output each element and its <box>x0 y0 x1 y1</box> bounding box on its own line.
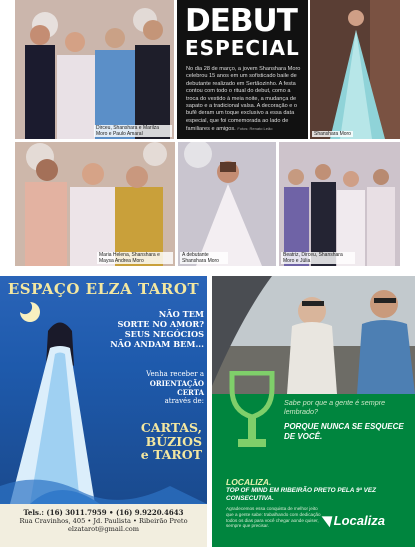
tarot-contact <box>0 504 207 547</box>
tarot-services <box>96 421 202 462</box>
photo-three-women-image <box>15 142 175 266</box>
photo-caption: Shanshara Moro <box>314 131 351 137</box>
photo-caption: A debutante Shanshara Moro <box>180 252 228 264</box>
tarot-address: Rua Cravinhos, 405 • Jd. Paulista • Ribeirão Preto <box>19 517 188 525</box>
article-title: DEBUT <box>185 3 297 39</box>
tarot-phones: Tels.: (16) 3011.7959 • (16) 9.9220.4643 <box>23 508 184 517</box>
photo-debutante-white <box>178 142 276 266</box>
localiza-headline: PORQUE NUNCA SE ESQUECE DE VOCÊ. <box>284 422 404 441</box>
article-subtitle: ESPECIAL <box>185 36 300 60</box>
photo-four-people <box>279 142 400 266</box>
photo-debutante-gown-image <box>310 0 400 139</box>
article-body <box>186 66 303 134</box>
photo-credit: Fotos: Renato Leão <box>237 126 273 132</box>
photo-caption: Dirceu, Shanshara e Marilza Moro e Paulo Amaral <box>94 125 172 137</box>
tarot-offer-line: ORIENTAÇÃO <box>149 379 204 388</box>
section-divider <box>0 270 415 272</box>
tarot-question-line: NÃO ANDAM BEM... <box>110 339 204 349</box>
localiza-logo-icon: ◥ <box>320 513 330 528</box>
tarot-offer <box>82 370 204 406</box>
tarot-question-line: SORTE NO AMOR? <box>117 319 204 329</box>
localiza-logo-text: Localiza <box>333 513 385 528</box>
localiza-logo <box>320 513 385 529</box>
photo-family-group <box>15 0 174 139</box>
photo-four-people-image <box>279 142 400 266</box>
tarot-email: elzatarot@gmail.com <box>68 525 139 533</box>
localiza-top-of-mind: TOP OF MIND EM RIBEIRÃO PRETO PELA 9ª VEZ CONSECUTIVA. <box>226 487 377 502</box>
localiza-brand: LOCALIZA. <box>226 477 272 487</box>
article-text: No dia 28 de março, a jovem Shanshara Moro celebrou 15 anos em um sofisticado baile de debutante realizado em Sertãozinho. A festa contou com todo o ritual do debut, como a troca do vestido à meia noite, a mudança de sapato e a tradicional valsa. A decoração e o bufê deram um toque exclusivo a essa data especial, que foi comemorada ao lado de familiares e amigos. <box>186 66 301 133</box>
photo-caption: Beatriz, Dirceu, Shanshara Moro e Júlia <box>281 252 355 264</box>
photo-three-women <box>15 142 175 266</box>
localiza-ad <box>212 276 415 547</box>
photo-debutante-gown <box>310 0 400 139</box>
photo-debutante-white-image <box>178 142 276 266</box>
moon-icon <box>20 302 40 322</box>
localiza-question: Sabe por que a gente é sempre lembrado? <box>284 398 386 416</box>
tarot-offer-line: CERTA <box>177 388 204 397</box>
photo-caption: Maria Helena, Shanshara e Maysa Andrea Moro <box>97 252 173 264</box>
tarot-service: CARTAS, <box>140 420 202 435</box>
tarot-questions <box>82 309 204 349</box>
tarot-service: e TAROT <box>140 447 202 462</box>
photo-family-group-image <box>15 0 174 139</box>
tarot-title: ESPAÇO ELZA TAROT <box>7 280 200 298</box>
article-debut <box>177 0 308 139</box>
tarot-question-line: NÃO TEM <box>158 309 204 319</box>
tarot-offer-line: através de: <box>164 397 204 405</box>
trophy-icon <box>226 371 278 456</box>
localiza-thanks: Agradecemos essa conquista de melhor jeito que a gente sabe: trabalhando com dedicação todos os dias para você chegar aonde quiser, sempre que precisar. <box>226 506 321 529</box>
tarot-question-line: SEUS NEGÓCIOS <box>124 329 204 339</box>
tarot-ad <box>0 276 207 547</box>
tarot-offer-line: Venha receber a <box>146 370 204 378</box>
tarot-service: BÚZIOS <box>145 433 202 449</box>
